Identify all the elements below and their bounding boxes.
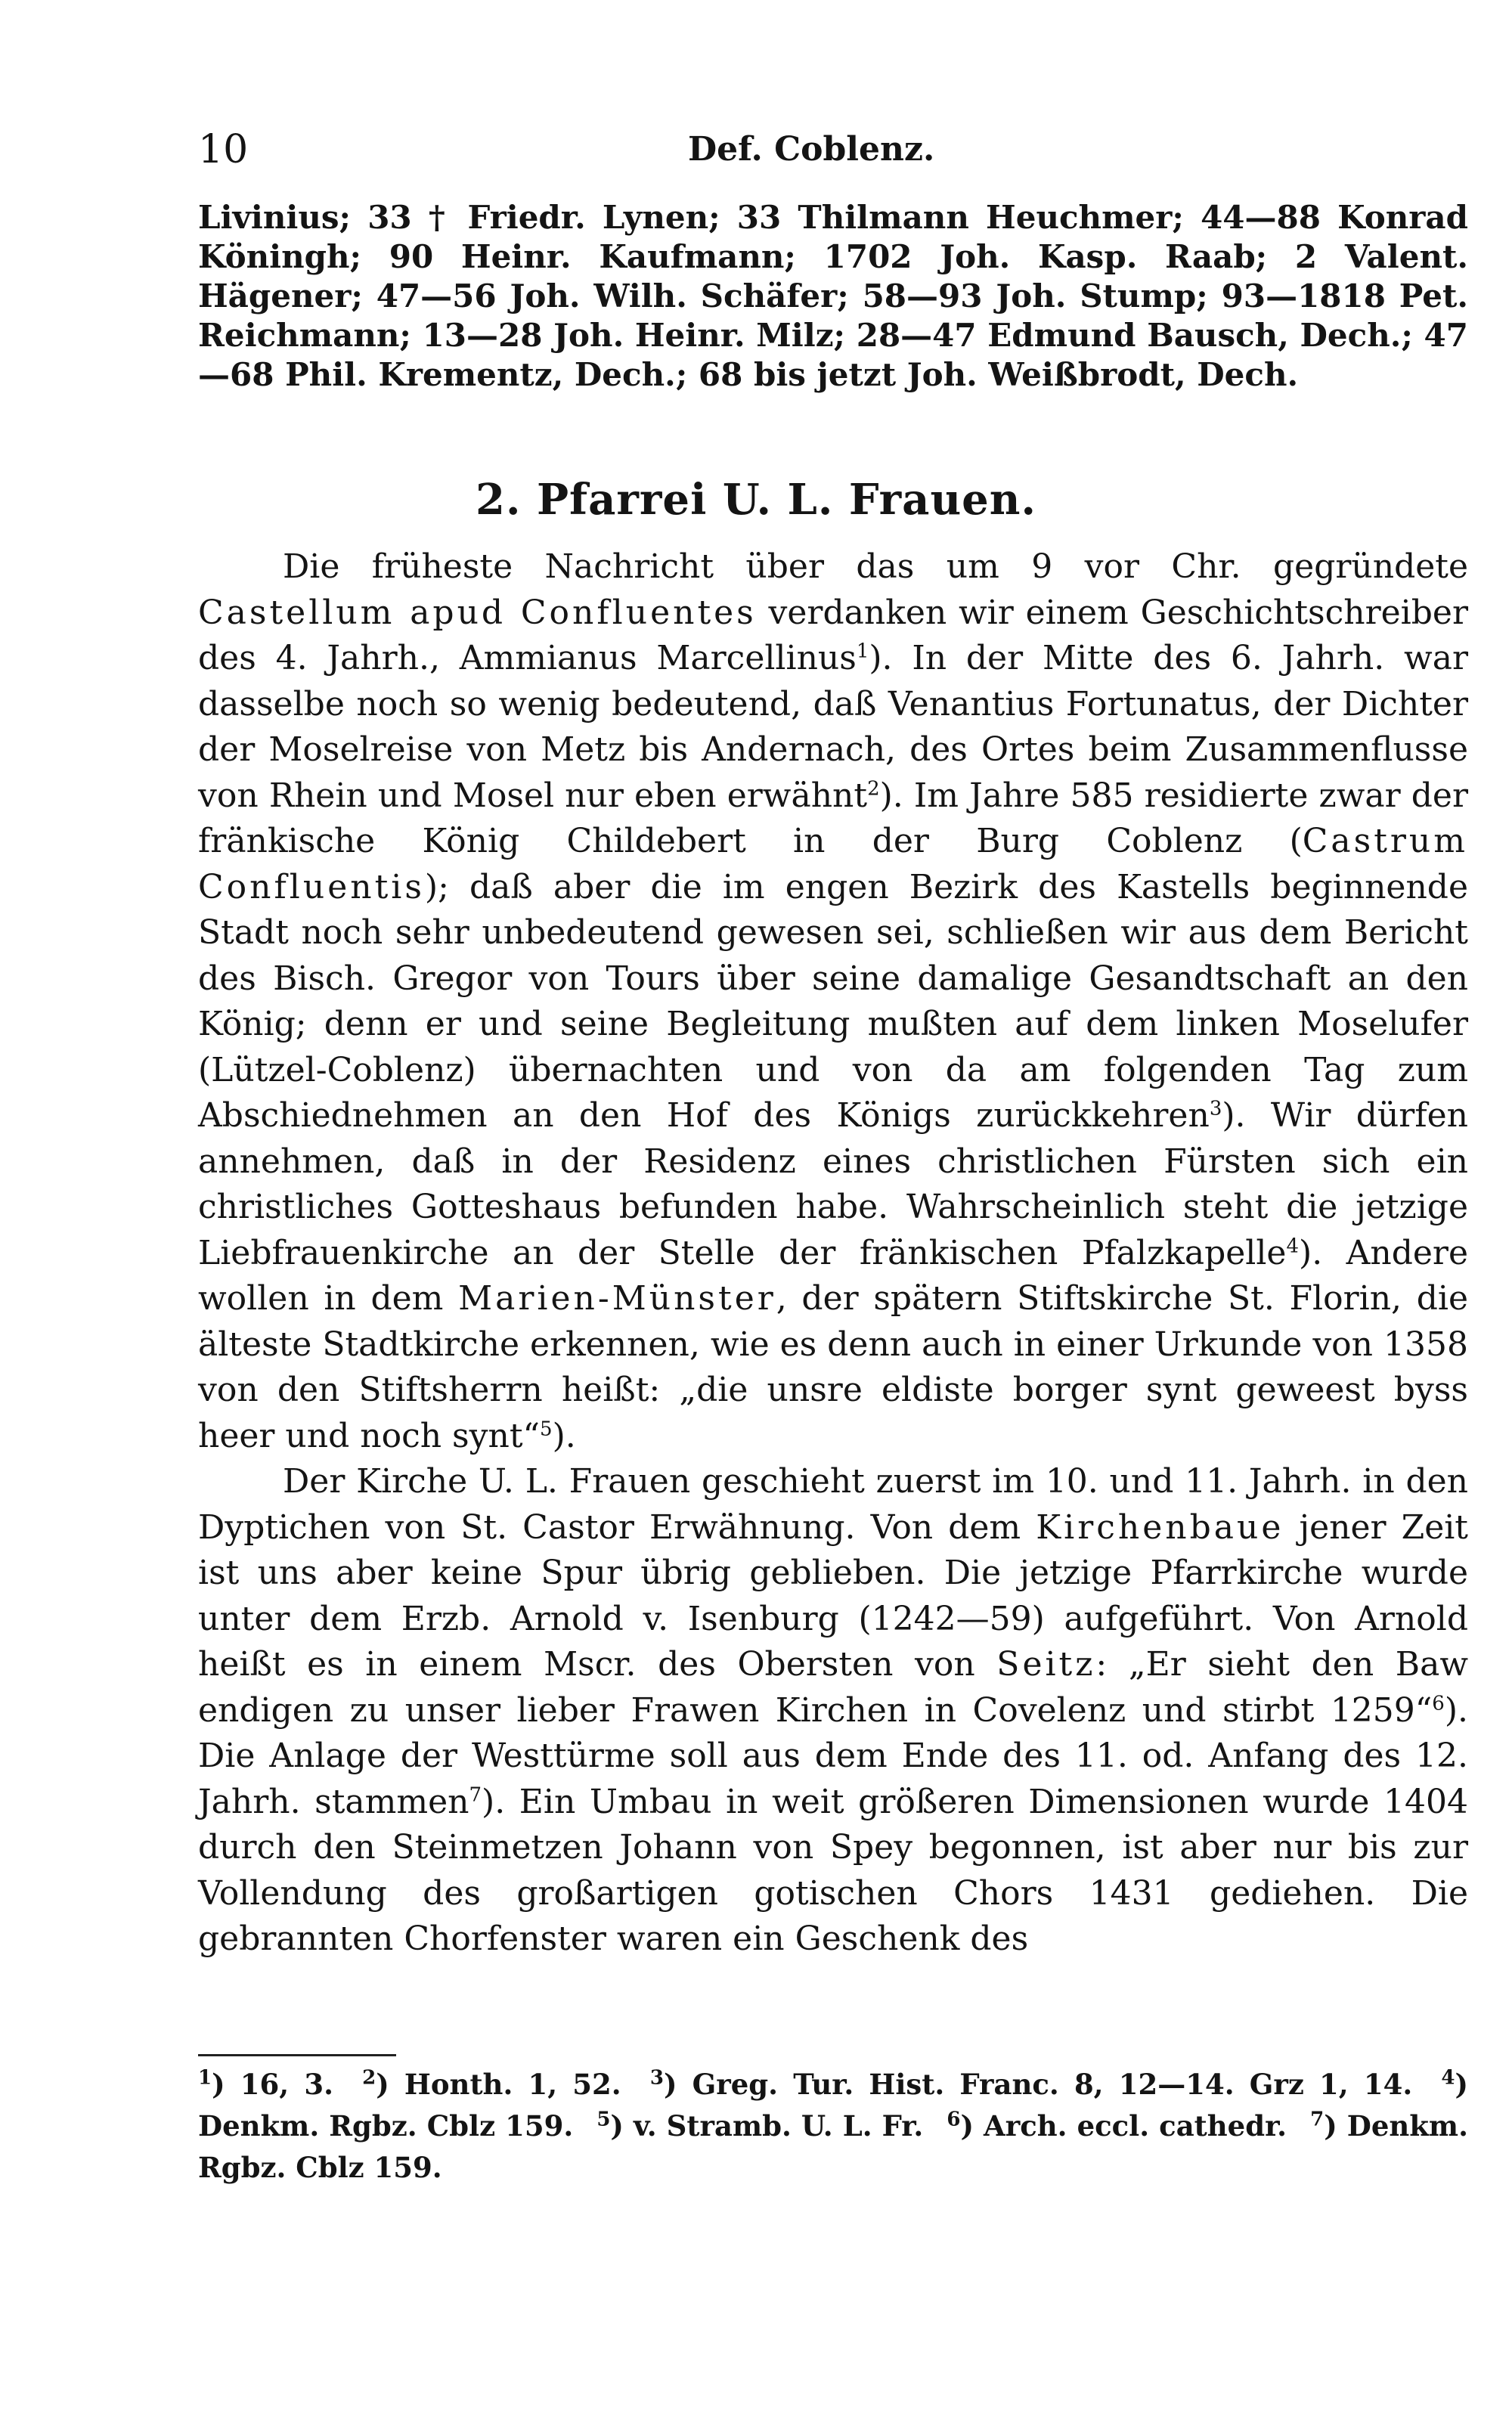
spaced-emphasis: Kirchenbaue [1036,1507,1284,1547]
paragraph-church: Der Kirche U. L. Frauen geschieht zuerst im 10. und 11. Jahrh. in den Dyptichen von St. Castor Erwähnung. Von dem Kirchenbaue jener Zeit ist uns aber keine Spur übrig geblieben. Die jetzige Pfarrkirche wurde unter dem Erzb. Arnold v. Isenburg (1242—59) aufgeführt. Von Arnold heißt es in einem Mscr. des Obersten von Seitz: „Er sieht den Baw endigen zu unser lieber Frawen Kirchen in Covelenz und stirbt 1259“$^6$). Die Anlage der Westtürme soll aus dem Ende des 11. od. Anfang des 12. Jahrh. stammen$^7$). Ein Umbau in weit größeren Dimensionen wurde 1404 durch den Steinmetzen Johann von Spey begonnen, ist aber nur bis zur Vollendung des großartigen gotischen Chors 1431 gediehen. Die gebrannten Chorfenster waren ein Geschenk des [198,1462,1469,1958]
footnote-ref: 1 [856,640,869,663]
footnote: $^1$) 16, 3. [198,2066,333,2101]
footnote-ref: 6 [1432,1691,1445,1715]
footnotes [198,2064,1468,2189]
footnote: $^2$) Honth. 1, 52. [362,2066,621,2101]
footnote-ref: 7 [469,1783,482,1806]
spaced-latin-phrase: Castellum apud Confluentes [198,593,757,632]
spaced-emphasis: Marien-Münster [458,1279,776,1318]
footnote: $^5$) v. Stramb. U. L. Fr. [596,2108,924,2143]
clergy-list-paragraph: Livinius; 33 † Friedr. Lynen; 33 Thilmann Heuchmer; 44—88 Konrad Köningh; 90 Heinr. Kaufmann; 1702 Joh. Kasp. Raab; 2 Valent. Hägener; 47—56 Joh. Wilh. Schäfer; 58—93 Joh. Stump; 93—1818 Pet. Reichmann; 13—28 Joh. Heinr. Milz; 28—47 Edmund Bausch, Dech.; 47—68 Phil. Krementz, Dech.; 68 bis jetzt Joh. Weißbrodt, Dech. [198,199,1468,393]
body-text [198,544,1468,1963]
footnote-ref: 2 [867,776,880,800]
footnote: $^3$) Greg. Tur. Hist. Franc. 8, 12—14. Grz 1, 14. [649,2066,1413,2101]
footnote-ref: 4 [1286,1234,1300,1257]
spaced-emphasis: Seitz [996,1645,1096,1684]
footnote-divider [198,2054,396,2056]
footnote: $^6$) Arch. eccl. cathedr. [947,2108,1287,2143]
page-header [0,121,1512,181]
footnote-ref: 5 [540,1417,553,1440]
footnote: $^4$) Denkm. Rgbz. Cblz 159. [198,2066,1469,2143]
page-number: 10 [198,127,249,172]
paragraph-history: Die früheste Nachricht über das um 9 vor Chr. gegründete Castellum apud Confluentes verdanken wir einem Geschichtschreiber des 4. Jahrh., Ammianus Marcellinus$^1$). In der Mitte des 6. Jahrh. war dasselbe noch so wenig bedeutend, daß Venantius Fortunatus, der Dichter der Moselreise von Metz bis Andernach, des Ortes beim Zusammenflusse von Rhein und Mosel nur eben erwähnt$^2$). Im Jahre 585 residierte zwar der fränkische König Childebert in der Burg Coblenz (Castrum Confluentis); daß aber die im engen Bezirk des Kastells beginnende Stadt noch sehr unbedeutend gewesen sei, schließen wir aus dem Bericht des Bisch. Gregor von Tours über seine damalige Gesandtschaft an den König; denn er und seine Begleitung mußten auf dem linken Moselufer (Lützel-Coblenz) übernachten und von da am folgenden Tag zum Abschiednehmen an den Hof des Königs zurückkehren$^3$). Wir dürfen annehmen, daß in der Residenz eines christlichen Fürsten sich ein christliches Gotteshaus befunden habe. Wahrscheinlich steht die jetzige Liebfrauenkirche an der Stelle der fränkischen Pfalzkapelle$^4$). Andere wollen in dem Marien-Münster, der spätern Stiftskirche St. Florin, die älteste Stadtkirche erkennen, wie es denn auch in einer Urkunde von 1358 von den Stiftsherrn heißt: „die unsre eldiste borger synt geweest byss heer und noch synt“$^5$). [198,547,1469,1455]
running-title: Def. Coblenz. [688,130,935,169]
footnote: $^7$) Denkm. Rgbz. Cblz 159. [198,2108,1468,2184]
section-heading: 2. Pfarrei U. L. Frauen. [475,475,1037,525]
footnote-ref: 3 [1209,1097,1222,1120]
spaced-latin-phrase: Castrum Confluentis [198,822,1468,906]
